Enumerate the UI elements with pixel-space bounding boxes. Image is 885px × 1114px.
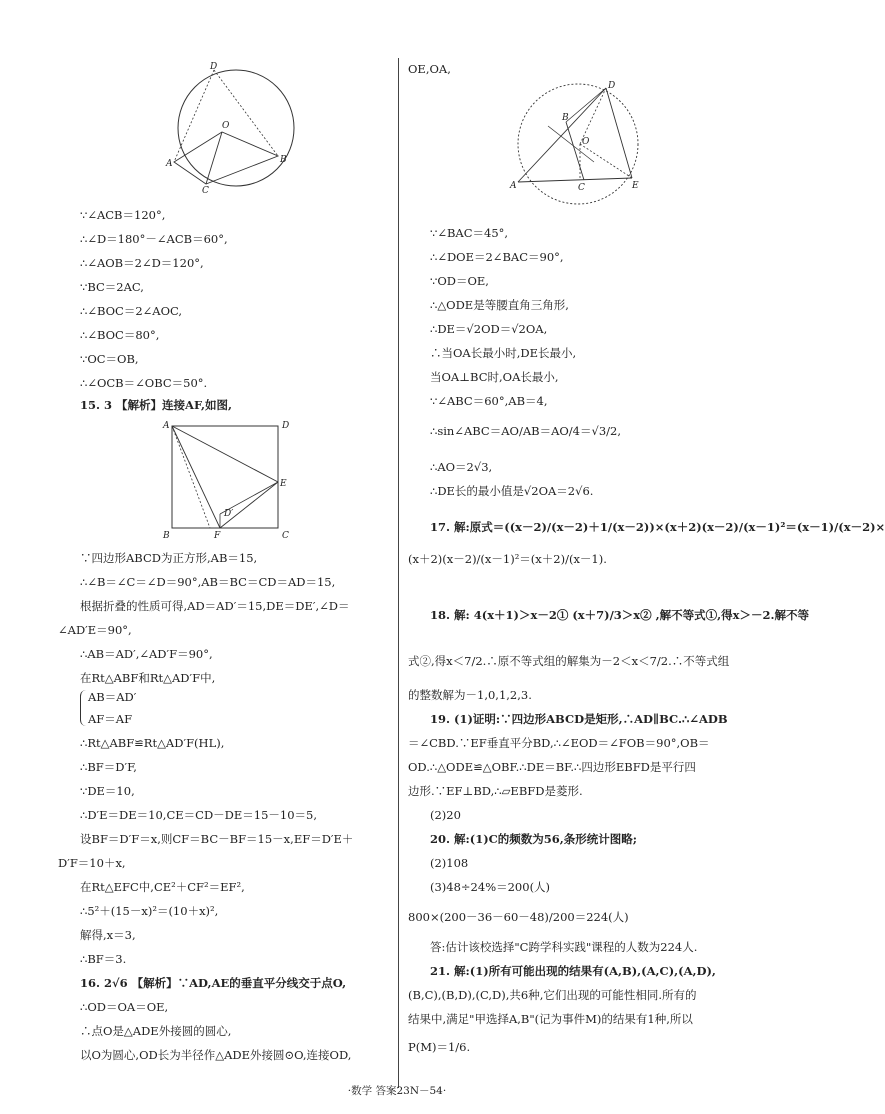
left-line-5: ∴∠BOC＝2∠AOC, (80, 304, 183, 318)
q19-line-5: (2)20 (430, 808, 461, 822)
left-line-16: AB＝AD′ (88, 690, 137, 704)
right-line-11: ∴AO＝2√3, (430, 460, 493, 474)
left-line-29: ∴OD＝OA＝OE, (80, 1000, 169, 1014)
fig1-label-b: B (280, 155, 287, 165)
left-line-22: 设BF＝D′F＝x,则CF＝BC－BF＝15－x,EF＝D′E＋ (80, 832, 354, 846)
fig1-label-o: O (222, 121, 230, 131)
q20-line-5: 答:估计该校选择"C跨学科实践"课程的人数为224人. (430, 940, 698, 954)
left-line-31: 以O为圆心,OD长为半径作△ADE外接圆⊙O,连接OD, (80, 1048, 352, 1062)
column-divider (398, 58, 399, 1088)
right-line-3: ∴∠DOE＝2∠BAC＝90°, (430, 250, 564, 264)
figure-square-abcd (162, 418, 302, 540)
q18-line-1: 18. 解: 4(x＋1)＞x－2① (x＋7)/3＞x② ,解不等式①,得x＞－2.解不等 (430, 608, 810, 622)
right-line-5: ∴△ODE是等腰直角三角形, (430, 298, 569, 312)
q15-header: 15. 3 【解析】连接AF,如图, (80, 398, 232, 412)
q20-line-2: (2)108 (430, 856, 469, 870)
page-footer: ·数学 答案23N－54· (347, 1085, 447, 1097)
left-line-2: ∴∠D＝180°－∠ACB＝60°, (80, 232, 228, 246)
q20-line-4: 800×(200－36－60－48)/200＝224(人) (408, 910, 629, 924)
left-line-19: ∴BF＝D′F, (80, 760, 137, 774)
q21-line-3: 结果中,满足"甲选择A,B"(记为事件M)的结果有1种,所以 (408, 1012, 693, 1026)
fig1-label-a: A (166, 159, 173, 169)
fig1-label-d: D (210, 62, 218, 72)
left-line-20: ∵DE＝10, (80, 784, 135, 798)
q19-line-4: 边形.∵EF⊥BD,∴▱EBFD是菱形. (408, 784, 583, 798)
left-line-23: D′F＝10＋x, (58, 856, 126, 870)
fig3-label-e: E (632, 181, 639, 191)
left-line-27: ∴BF＝3. (80, 952, 127, 966)
right-line-12: ∴DE长的最小值是√2OA＝2√6. (430, 484, 594, 498)
figure-circle-abcd (166, 62, 306, 194)
q16-header: 16. 2√6 【解析】∵AD,AE的垂直平分线交于点O, (80, 976, 347, 990)
left-line-10: ∵四边形ABCD为正方形,AB＝15, (80, 551, 258, 565)
q20-line-3: (3)48÷24%＝200(人) (430, 880, 551, 894)
left-line-30: ∴点O是△ADE外接圆的圆心, (80, 1024, 232, 1038)
right-line-9: ∵∠ABC＝60°,AB＝4, (430, 394, 548, 408)
left-line-25: ∴5²＋(15－x)²＝(10＋x)², (80, 904, 219, 918)
left-line-18: ∴Rt△ABF≌Rt△AD′F(HL), (80, 736, 225, 750)
q17-line-1: 17. 解:原式＝((x－2)/(x－2)＋1/(x－2))×(x＋2)(x－2)/(x－1)²＝(x－1)/(x－2)× (430, 520, 885, 534)
right-line-10: ∴sin∠ABC＝AO/AB＝AO/4＝√3/2, (430, 424, 621, 438)
fig2-label-d-prime: D′ (224, 509, 234, 519)
q18-line-2: 式②,得x＜7/2.∴原不等式组的解集为－2＜x＜7/2.∴不等式组 (408, 654, 730, 668)
left-line-4: ∵BC＝2AC, (80, 280, 144, 294)
left-line-12: 根据折叠的性质可得,AD＝AD′＝15,DE＝DE′,∠D＝ (80, 599, 350, 613)
q19-line-2: ＝∠CBD.∵EF垂直平分BD,∴∠EOD＝∠FOB＝90°,OB＝ (408, 736, 710, 750)
brace (80, 690, 87, 726)
q18-line-3: 的整数解为－1,0,1,2,3. (408, 688, 532, 702)
fig3-label-c: C (578, 183, 585, 193)
right-line-8: 当OA⊥BC时,OA长最小, (430, 370, 559, 384)
fig2-label-f: F (214, 531, 221, 541)
left-line-13: ∠AD′E＝90°, (58, 623, 132, 637)
fig2-label-b: B (163, 531, 170, 541)
left-line-1: ∵∠ACB＝120°, (80, 208, 166, 222)
right-line-4: ∵OD＝OE, (430, 274, 489, 288)
fig3-label-d: D (608, 81, 616, 91)
left-line-17: AF＝AF (88, 712, 133, 726)
left-line-6: ∴∠BOC＝80°, (80, 328, 160, 342)
left-line-7: ∵OC＝OB, (80, 352, 139, 366)
left-line-11: ∴∠B＝∠C＝∠D＝90°,AB＝BC＝CD＝AD＝15, (80, 575, 336, 589)
q21-line-1: 21. 解:(1)所有可能出现的结果有(A,B),(A,C),(A,D), (430, 964, 716, 978)
left-line-24: 在Rt△EFC中,CE²＋CF²＝EF², (80, 880, 245, 894)
left-line-8: ∴∠OCB＝∠OBC＝50°. (80, 376, 208, 390)
fig2-label-e: E (280, 479, 287, 489)
right-line-7: ∴当OA长最小时,DE长最小, (430, 346, 577, 360)
fig2-label-d: D (282, 421, 290, 431)
fig2-label-c: C (282, 531, 289, 541)
q19-line-1: 19. (1)证明:∵四边形ABCD是矩形,∴AD∥BC.∴∠ADB (430, 712, 728, 726)
figure-circle-ade (508, 82, 648, 212)
right-line-6: ∴DE＝√2OD＝√2OA, (430, 322, 548, 336)
q17-line-2: (x＋2)(x－2)/(x－1)²＝(x＋2)/(x－1). (408, 552, 607, 566)
right-line-1: OE,OA, (408, 62, 451, 76)
left-line-14: ∴AB＝AD′,∠AD′F＝90°, (80, 647, 213, 661)
right-line-2: ∵∠BAC＝45°, (430, 226, 509, 240)
left-line-15: 在Rt△ABF和Rt△AD′F中, (80, 671, 216, 685)
left-line-21: ∴D′E＝DE＝10,CE＝CD－DE＝15－10＝5, (80, 808, 318, 822)
fig1-label-c: C (202, 186, 209, 196)
left-line-3: ∴∠AOB＝2∠D＝120°, (80, 256, 204, 270)
q21-line-2: (B,C),(B,D),(C,D),共6种,它们出现的可能性相同.所有的 (408, 988, 697, 1002)
q20-line-1: 20. 解:(1)C的频数为56,条形统计图略; (430, 832, 638, 846)
left-line-26: 解得,x＝3, (80, 928, 136, 942)
q19-line-3: OD.∴△ODE≌△OBF.∴DE＝BF.∴四边形EBFD是平行四 (408, 760, 696, 774)
fig3-label-a: A (510, 181, 517, 191)
q21-line-4: P(M)＝1/6. (408, 1040, 471, 1054)
fig3-label-o: O (582, 137, 590, 147)
fig3-label-b: B (562, 113, 569, 123)
fig2-label-a: A (163, 421, 170, 431)
